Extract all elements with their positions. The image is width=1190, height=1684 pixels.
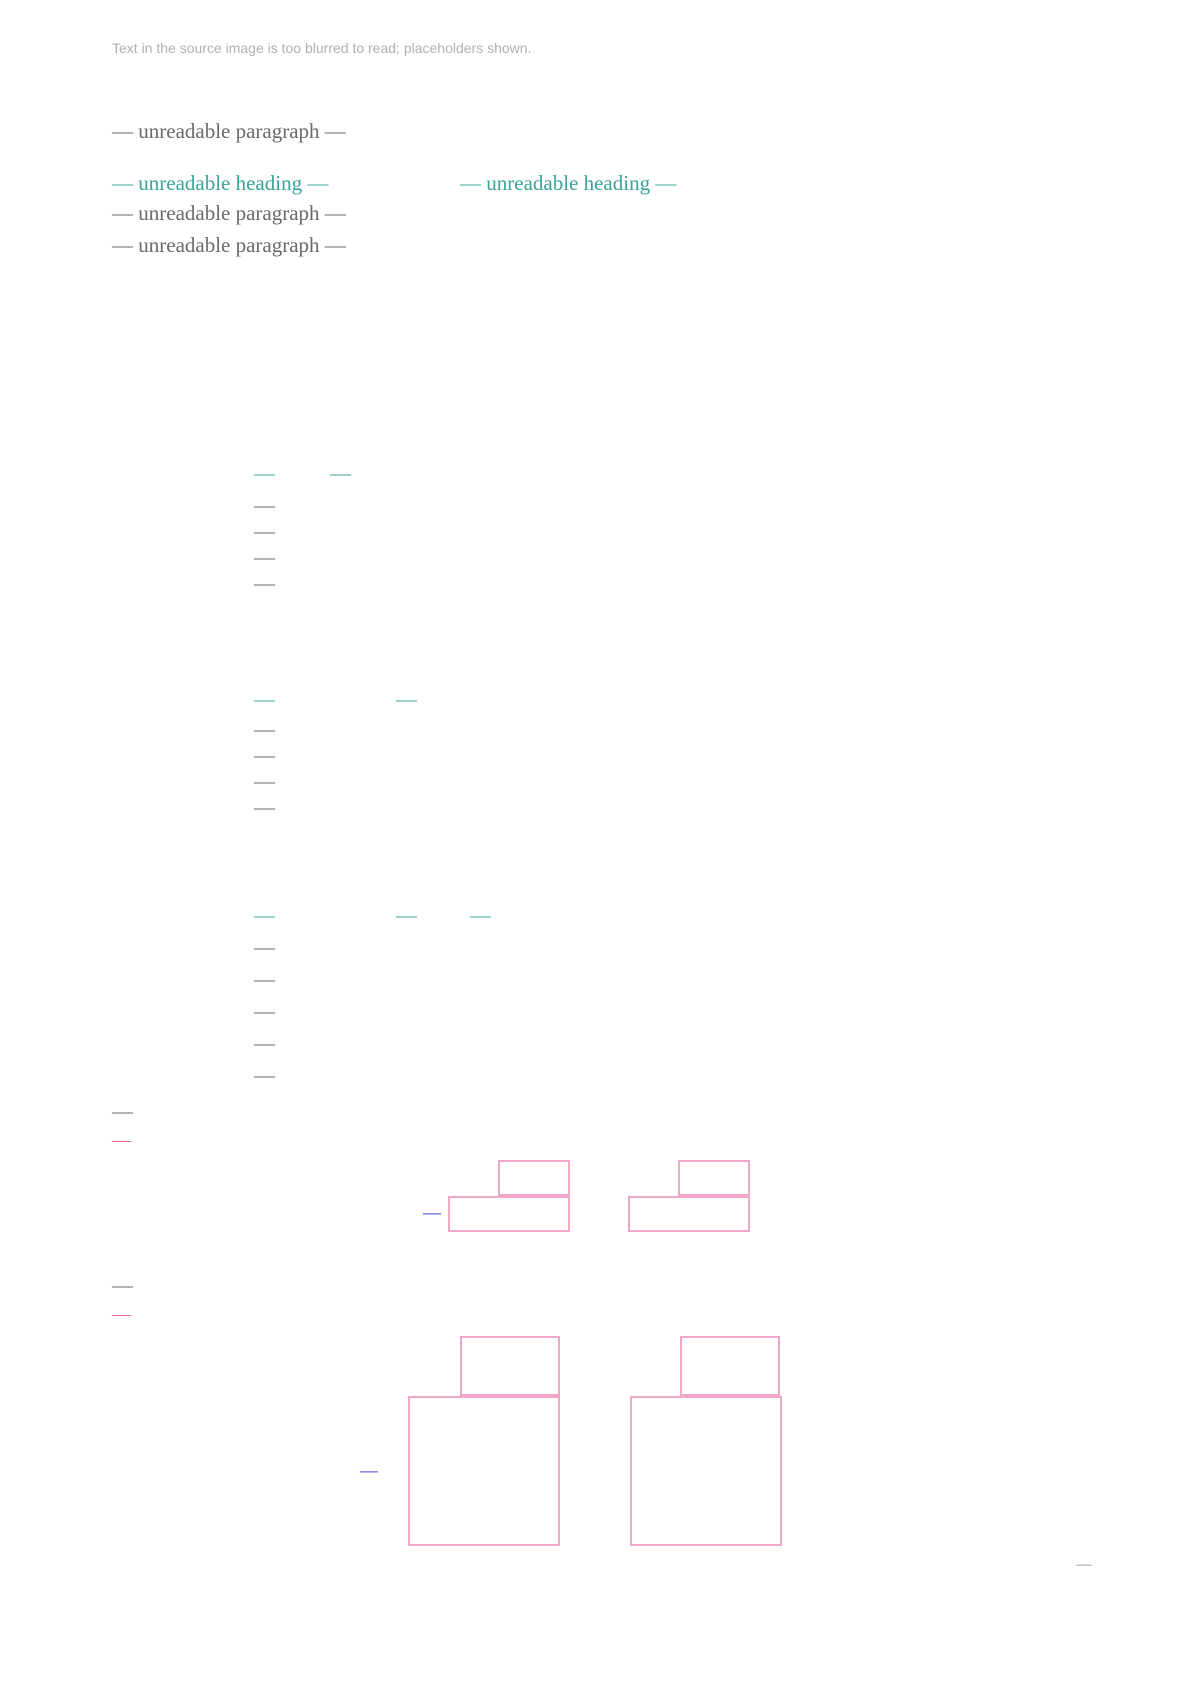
table-3-row: — bbox=[254, 1063, 275, 1087]
section-1-label: — bbox=[423, 1202, 441, 1222]
table-3-row: — bbox=[254, 999, 275, 1023]
table-2-row: — bbox=[254, 769, 275, 793]
table-2-col2: — bbox=[396, 687, 417, 711]
section-1-diagram bbox=[418, 1140, 738, 1250]
placeholder-note: Text in the source image is too blurred to read; placeholders shown. bbox=[112, 40, 532, 56]
formula-line-2: — unreadable paragraph — bbox=[112, 233, 346, 257]
section-2-subtitle: — bbox=[112, 1304, 131, 1325]
section-1-title: — bbox=[112, 1099, 133, 1123]
table-1-row: — bbox=[254, 493, 275, 517]
paragraph-1: — unreadable paragraph — bbox=[112, 119, 346, 143]
section-1-subtitle: — bbox=[112, 1130, 131, 1151]
table-3-col1: — bbox=[254, 903, 275, 927]
table-1-row: — bbox=[254, 519, 275, 543]
table-3-row: — bbox=[254, 1031, 275, 1055]
table-1-col2: — bbox=[330, 461, 351, 485]
table-1-row: — bbox=[254, 571, 275, 595]
table-2-row: — bbox=[254, 717, 275, 741]
section-2-title: — bbox=[112, 1273, 133, 1297]
table-2-col1: — bbox=[254, 687, 275, 711]
formula-line-1: — unreadable paragraph — bbox=[112, 201, 346, 225]
section-2-diagram bbox=[360, 1310, 830, 1550]
heading-left: — unreadable heading — bbox=[112, 171, 329, 195]
table-2-row: — bbox=[254, 743, 275, 767]
table-3-row: — bbox=[254, 967, 275, 991]
table-3-col2: — bbox=[396, 903, 417, 927]
table-1-col1: — bbox=[254, 461, 275, 485]
heading-right: — unreadable heading — bbox=[460, 171, 677, 195]
page-number: — bbox=[1076, 1556, 1092, 1573]
table-2-row: — bbox=[254, 795, 275, 819]
table-3-col3: — bbox=[470, 903, 491, 927]
table-1-row: — bbox=[254, 545, 275, 569]
section-2-label: — bbox=[360, 1460, 378, 1480]
table-3-row: — bbox=[254, 935, 275, 959]
